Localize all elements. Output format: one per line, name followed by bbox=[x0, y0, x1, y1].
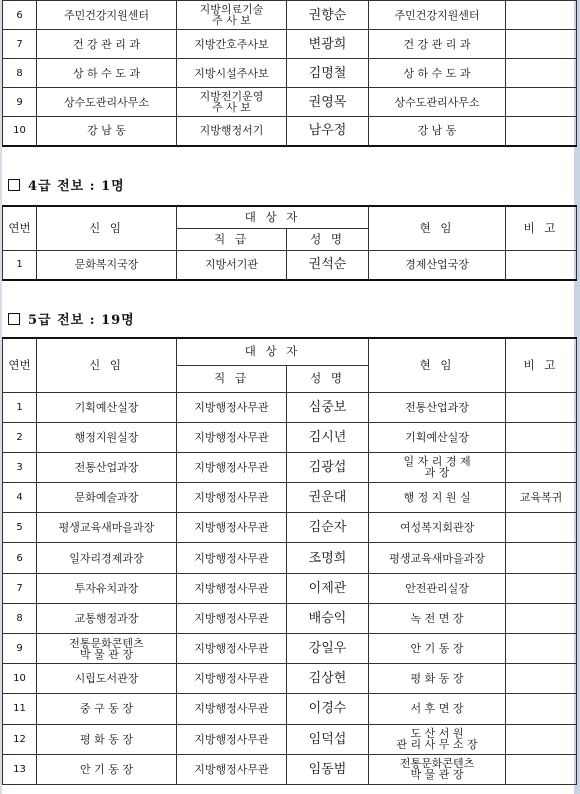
cell-new-post: 평 화 동 장 bbox=[37, 724, 177, 754]
cell-grade: 지방의료기술 주 사 보 bbox=[177, 1, 287, 30]
cell-name: 김명철 bbox=[287, 59, 369, 88]
table-row bbox=[3, 452, 577, 482]
checkbox-square-icon bbox=[8, 313, 20, 325]
cell-no: 1 bbox=[3, 250, 37, 280]
cell-current-post: 건 강 관 리 과 bbox=[369, 30, 506, 59]
table-row bbox=[3, 754, 577, 784]
table-row bbox=[3, 694, 577, 724]
cell-current-post: 평 화 동 장 bbox=[369, 664, 506, 694]
cell-grade: 지방행정사무관 bbox=[177, 573, 287, 603]
table-row bbox=[3, 603, 577, 633]
header-note: 비 고 bbox=[506, 206, 577, 250]
cell-name: 변광희 bbox=[287, 30, 369, 59]
cell-grade: 지방행정사무관 bbox=[177, 694, 287, 724]
cell-name: 김상현 bbox=[287, 664, 369, 694]
cell-new-post: 교통행정과장 bbox=[37, 603, 177, 633]
cell-no: 7 bbox=[3, 30, 37, 59]
cell-current-post: 강 남 동 bbox=[369, 117, 506, 146]
header-new: 신 임 bbox=[37, 206, 177, 250]
cell-current-post: 서 후 면 장 bbox=[369, 694, 506, 724]
header-current: 현 임 bbox=[369, 206, 506, 250]
cell-note bbox=[506, 88, 577, 117]
cell-current-post: 전통산업과장 bbox=[369, 392, 506, 422]
cell-note bbox=[506, 694, 577, 724]
header-grade: 직 급 bbox=[177, 365, 287, 392]
cell-grade: 지방행정사무관 bbox=[177, 422, 287, 452]
cell-no: 2 bbox=[3, 422, 37, 452]
cell-no: 11 bbox=[3, 694, 37, 724]
table-continued bbox=[2, 0, 577, 147]
cell-grade: 지방행정사무관 bbox=[177, 634, 287, 664]
cell-name: 김시년 bbox=[287, 422, 369, 452]
cell-current-post: 상수도관리사무소 bbox=[369, 88, 506, 117]
table-row bbox=[3, 392, 577, 422]
header-grade: 직 급 bbox=[177, 228, 287, 250]
table-row bbox=[3, 1, 577, 30]
cell-new-post: 상 하 수 도 과 bbox=[37, 59, 177, 88]
cell-name: 권운대 bbox=[287, 483, 369, 513]
cell-no: 13 bbox=[3, 754, 37, 784]
cell-grade: 지방행정사무관 bbox=[177, 724, 287, 754]
cell-grade: 지방행정서기 bbox=[177, 117, 287, 146]
cell-note bbox=[506, 392, 577, 422]
cell-note bbox=[506, 754, 577, 784]
cell-note bbox=[506, 117, 577, 146]
cell-current-post: 행 정 지 원 실 bbox=[369, 483, 506, 513]
header-name: 성 명 bbox=[287, 365, 369, 392]
cell-name: 남우정 bbox=[287, 117, 369, 146]
cell-note bbox=[506, 543, 577, 573]
cell-no: 9 bbox=[3, 634, 37, 664]
cell-new-post: 주민건강지원센터 bbox=[37, 1, 177, 30]
cell-current-post: 녹 전 면 장 bbox=[369, 603, 506, 633]
table-row bbox=[3, 664, 577, 694]
cell-new-post: 중 구 동 장 bbox=[37, 694, 177, 724]
cell-grade: 지방서기관 bbox=[177, 250, 287, 280]
cell-no: 8 bbox=[3, 59, 37, 88]
header-no: 연번 bbox=[3, 206, 37, 250]
cell-no: 7 bbox=[3, 573, 37, 603]
cell-new-post: 전통문화콘텐츠 박 물 관 장 bbox=[37, 634, 177, 664]
header-note: 비 고 bbox=[506, 338, 577, 392]
cell-current-post: 주민건강지원센터 bbox=[369, 1, 506, 30]
cell-no: 10 bbox=[3, 664, 37, 694]
cell-new-post: 기획예산실장 bbox=[37, 392, 177, 422]
cell-new-post: 시립도서관장 bbox=[37, 664, 177, 694]
table-grade5 bbox=[2, 337, 577, 785]
cell-no: 8 bbox=[3, 603, 37, 633]
cell-name: 심중보 bbox=[287, 392, 369, 422]
cell-note bbox=[506, 724, 577, 754]
cell-current-post: 여성복지회관장 bbox=[369, 513, 506, 543]
header-name: 성 명 bbox=[287, 228, 369, 250]
table-row bbox=[3, 724, 577, 754]
cell-note bbox=[506, 422, 577, 452]
table-row bbox=[3, 483, 577, 513]
cell-note bbox=[506, 30, 577, 59]
cell-grade: 지방행정사무관 bbox=[177, 452, 287, 482]
cell-note: 교육복귀 bbox=[506, 483, 577, 513]
cell-name: 김순자 bbox=[287, 513, 369, 543]
cell-grade: 지방간호주사보 bbox=[177, 30, 287, 59]
cell-name: 이제관 bbox=[287, 573, 369, 603]
cell-no: 6 bbox=[3, 543, 37, 573]
cell-name: 권향순 bbox=[287, 1, 369, 30]
cell-new-post: 문화복지국장 bbox=[37, 250, 177, 280]
cell-new-post: 행정지원실장 bbox=[37, 422, 177, 452]
cell-note bbox=[506, 603, 577, 633]
cell-no: 5 bbox=[3, 513, 37, 543]
cell-note bbox=[506, 573, 577, 603]
cell-current-post: 기획예산실장 bbox=[369, 422, 506, 452]
cell-current-post: 안 기 동 장 bbox=[369, 634, 506, 664]
cell-grade: 지방행정사무관 bbox=[177, 483, 287, 513]
cell-note bbox=[506, 1, 577, 30]
table-row bbox=[3, 422, 577, 452]
cell-note bbox=[506, 250, 577, 280]
cell-name: 강일우 bbox=[287, 634, 369, 664]
section-5-title: 5급 전보 : 19명 bbox=[8, 309, 135, 328]
cell-note bbox=[506, 634, 577, 664]
cell-name: 김광섭 bbox=[287, 452, 369, 482]
header-no: 연번 bbox=[3, 338, 37, 392]
cell-current-post: 평생교육새마을과장 bbox=[369, 543, 506, 573]
table-row bbox=[3, 634, 577, 664]
cell-no: 6 bbox=[3, 1, 37, 30]
table-row bbox=[3, 513, 577, 543]
cell-name: 조명희 bbox=[287, 543, 369, 573]
cell-no: 10 bbox=[3, 117, 37, 146]
cell-new-post: 안 기 동 장 bbox=[37, 754, 177, 784]
table-row bbox=[3, 88, 577, 117]
cell-no: 9 bbox=[3, 88, 37, 117]
table-row bbox=[3, 573, 577, 603]
header-target: 대 상 자 bbox=[177, 206, 369, 228]
cell-new-post: 일자리경제과장 bbox=[37, 543, 177, 573]
header-target: 대 상 자 bbox=[177, 338, 369, 365]
table-row bbox=[3, 250, 577, 280]
header-current: 현 임 bbox=[369, 338, 506, 392]
cell-name: 배승익 bbox=[287, 603, 369, 633]
cell-grade: 지방전기운영 주 사 보 bbox=[177, 88, 287, 117]
cell-current-post: 상 하 수 도 과 bbox=[369, 59, 506, 88]
cell-new-post: 문화예술과장 bbox=[37, 483, 177, 513]
table-grade4 bbox=[2, 205, 577, 281]
cell-name: 임덕섭 bbox=[287, 724, 369, 754]
cell-current-post: 안전관리실장 bbox=[369, 573, 506, 603]
section-4-title: 4급 전보 : 1명 bbox=[8, 175, 125, 194]
table-row bbox=[3, 59, 577, 88]
cell-no: 4 bbox=[3, 483, 37, 513]
checkbox-square-icon bbox=[8, 179, 20, 191]
cell-grade: 지방시설주사보 bbox=[177, 59, 287, 88]
cell-new-post: 전통산업과장 bbox=[37, 452, 177, 482]
cell-name: 권영목 bbox=[287, 88, 369, 117]
cell-current-post: 전통문화콘텐츠 박 물 관 장 bbox=[369, 754, 506, 784]
cell-new-post: 강 남 동 bbox=[37, 117, 177, 146]
cell-grade: 지방행정사무관 bbox=[177, 513, 287, 543]
cell-note bbox=[506, 452, 577, 482]
cell-no: 3 bbox=[3, 452, 37, 482]
cell-note bbox=[506, 664, 577, 694]
cell-current-post: 경제산업국장 bbox=[369, 250, 506, 280]
cell-grade: 지방행정사무관 bbox=[177, 392, 287, 422]
cell-name: 권석순 bbox=[287, 250, 369, 280]
cell-current-post: 도 산 서 원 관 리 사 무 소 장 bbox=[369, 724, 506, 754]
cell-new-post: 평생교육새마을과장 bbox=[37, 513, 177, 543]
header-new: 신 임 bbox=[37, 338, 177, 392]
cell-grade: 지방행정사무관 bbox=[177, 754, 287, 784]
cell-note bbox=[506, 513, 577, 543]
cell-note bbox=[506, 59, 577, 88]
cell-new-post: 상수도관리사무소 bbox=[37, 88, 177, 117]
cell-new-post: 투자유치과장 bbox=[37, 573, 177, 603]
cell-grade: 지방행정사무관 bbox=[177, 664, 287, 694]
cell-no: 1 bbox=[3, 392, 37, 422]
cell-name: 이경수 bbox=[287, 694, 369, 724]
cell-new-post: 건 강 관 리 과 bbox=[37, 30, 177, 59]
cell-current-post: 일 자 리 경 제 과 장 bbox=[369, 452, 506, 482]
cell-grade: 지방행정사무관 bbox=[177, 603, 287, 633]
table-row bbox=[3, 30, 577, 59]
table-row bbox=[3, 543, 577, 573]
cell-no: 12 bbox=[3, 724, 37, 754]
cell-grade: 지방행정사무관 bbox=[177, 543, 287, 573]
cell-name: 임동범 bbox=[287, 754, 369, 784]
table-row bbox=[3, 117, 577, 146]
